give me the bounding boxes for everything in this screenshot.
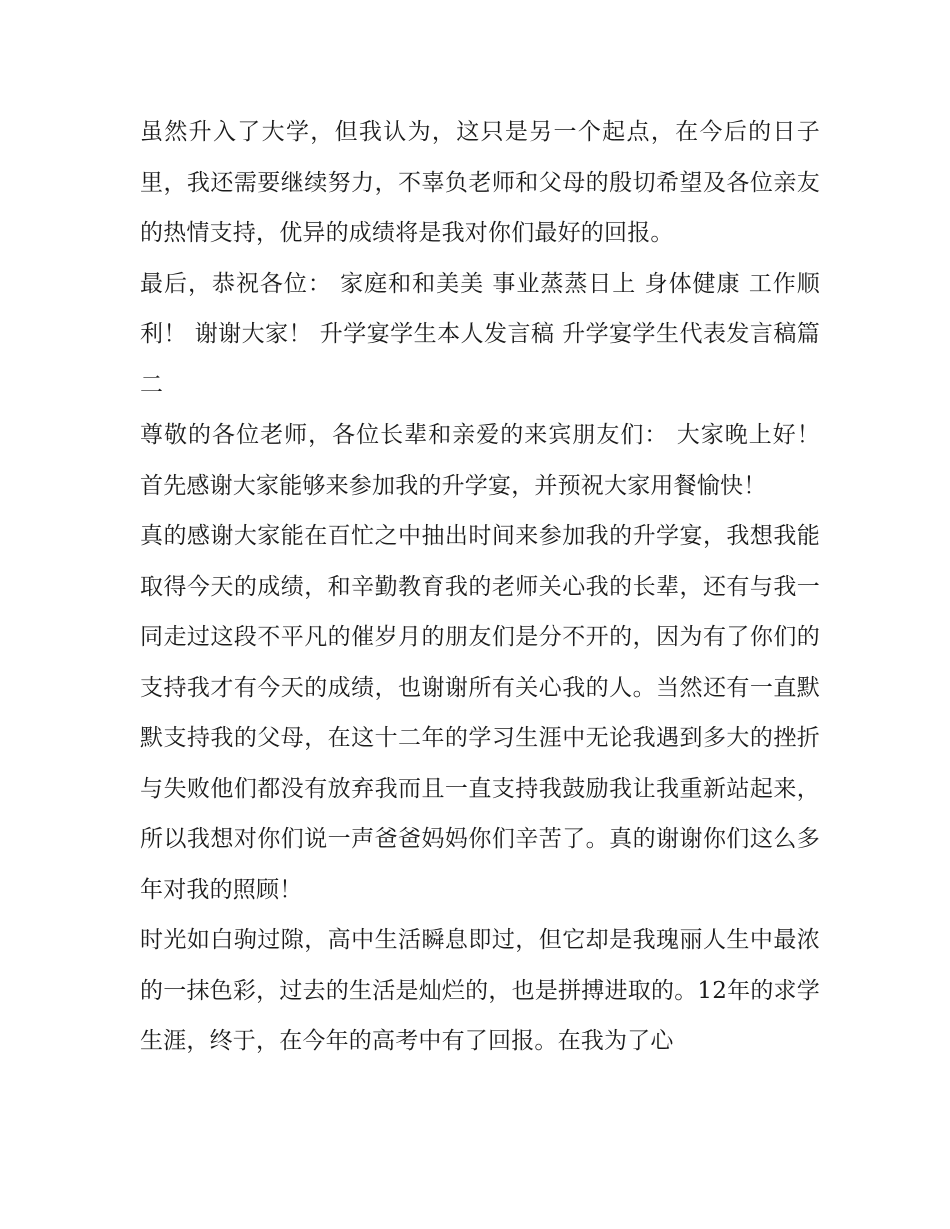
document-body — [140, 107, 820, 1067]
paragraph-reflection: 时光如白驹过隙，高中生活瞬息即过，但它却是我瑰丽人生中最浓的一抹色彩，过去的生活是灿烂的，也是拼搏进取的。12年的求学生涯，终于，在今年的高考中有了回报。在我为了心 — [140, 927, 820, 1054]
paragraph-blessings-and-title: 最后，恭祝各位： 家庭和和美美 事业蒸蒸日上 身体健康 工作顺利！ 谢谢大家！ 升学宴学生本人发言稿 升学宴学生代表发言稿篇二 — [140, 270, 820, 398]
paragraph-closing-remarks: 虽然升入了大学，但我认为，这只是另一个起点，在今后的日子里，我还需要继续努力，不辜负老师和父母的殷切希望及各位亲友的热情支持，优异的成绩将是我对你们最好的回报。 — [140, 119, 820, 246]
paragraph-thanks: 真的感谢大家能在百忙之中抽出时间来参加我的升学宴，我想我能取得今天的成绩，和辛勤教育我的老师关心我的长辈，还有与我一同走过这段不平凡的催岁月的朋友们是分不开的，因为有了你们的支持我才有今天的成绩，也谢谢所有关心我的人。当然还有一直默默支持我的父母，在这十二年的学习生涯中无论我遇到多大的挫折与失败他们都没有放弃我而且一直支持我鼓励我让我重新站起来，所以我想对你们说一声爸爸妈妈你们辛苦了。真的谢谢你们这么多年对我的照顾！ — [140, 523, 820, 903]
paragraph-greeting: 尊敬的各位老师，各位长辈和亲爱的来宾朋友们： 大家晚上好！ 首先感谢大家能够来参加我的升学宴，并预祝大家用餐愉快！ — [140, 422, 820, 499]
